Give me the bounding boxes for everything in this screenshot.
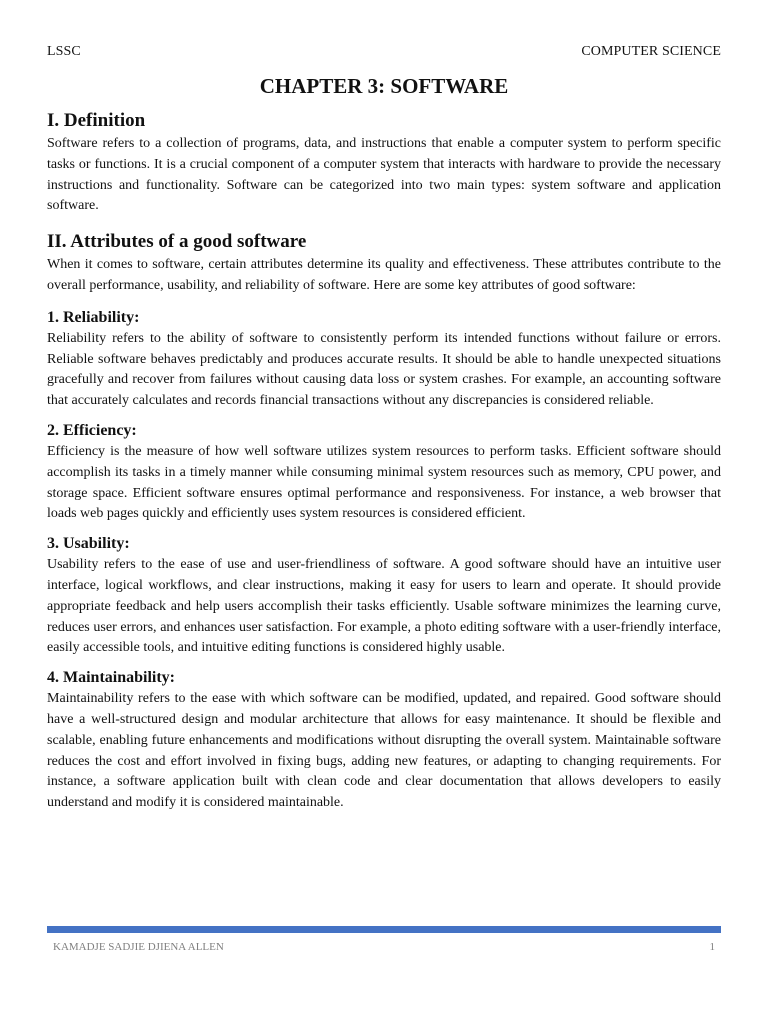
- page-footer: [53, 941, 715, 953]
- section-efficiency: [47, 420, 721, 525]
- chapter-title: CHAPTER 3: SOFTWARE: [259, 74, 509, 98]
- footer-divider: [47, 926, 721, 933]
- paragraph-usability: Usability refers to the ease of use and user-friendliness of software. A good software should have an intuitive user interface, logical workflows, and clear instructions, making it easy for users to learn and operate. It should provide appropriate feedback and help users accomplish their tasks efficiently. Usable software minimizes the learning curve, reduces user errors, and enhances user satisfaction. For example, a photo editing software with a user-friendly interface, easily accessible tools, and intuitive editing functions is considered highly usable.: [47, 557, 721, 656]
- section-heading-attributes: II. Attributes of a good software: [47, 231, 307, 253]
- subsection-heading-maintainability: 4. Maintainability:: [47, 669, 176, 687]
- page-number: 1: [709, 941, 715, 953]
- section-reliability: [47, 307, 721, 412]
- subsection-heading-efficiency: 2. Efficiency:: [47, 421, 137, 439]
- paragraph-maintainability: Maintainability refers to the ease with which software can be modified, updated, and repaired. Good software should have a well-structured design and modular architecture that allows for easy maintenance. It should be flexible and scalable, enabling future enhancements and modifications without disrupting the overall system. Maintainable software reduces the cost and effort involved in fixing bugs, adding new features, or adapting to changing requirements. For instance, a software application built with clean code and clear documentation that allows developers to easily understand and modify it is considered maintainable.: [47, 691, 721, 811]
- footer-author: KAMADJE SADJIE DJIENA ALLEN: [53, 941, 224, 953]
- section-usability: [47, 533, 721, 659]
- document-body: [47, 108, 721, 822]
- subsection-heading-reliability: 1. Reliability:: [47, 308, 140, 326]
- section-maintainability: [47, 667, 721, 814]
- running-header: [47, 44, 721, 60]
- header-subject: COMPUTER SCIENCE: [581, 44, 721, 59]
- paragraph-reliability: Reliability refers to the ability of software to consistently perform its intended functions without failure or errors. Reliable software behaves predictably and produces accurate results. It should be able to handle unexpected situations gracefully and recover from failures without causing data loss or system crashes. For example, an accounting software that accurately calculates and records financial transactions without any discrepancies is considered reliable.: [47, 330, 721, 409]
- paragraph-definition: Software refers to a collection of programs, data, and instructions that enable a computer system to perform specific tasks or functions. It is a crucial component of a computer system that interacts with hardware to provide the necessary instructions and functionality. Software can be categorized into two main types: system software and application software.: [47, 136, 721, 214]
- subsection-heading-usability: 3. Usability:: [47, 535, 130, 553]
- section-heading-definition: I. Definition: [47, 110, 146, 131]
- paragraph-attributes: When it comes to software, certain attributes determine its quality and effectiveness. These attributes contribute to the overall performance, usability, and reliability of software. Here are some key attributes of good software:: [47, 257, 721, 293]
- header-school: LSSC: [47, 44, 81, 59]
- section-definition: [47, 108, 721, 217]
- paragraph-efficiency: Efficiency is the measure of how well software utilizes system resources to perform tasks. Efficient software should accomplish its tasks in a timely manner while consuming minimal system resources such as memory, CPU power, and storage space. Efficient software ensures optimal performance and responsiveness. For instance, a web browser that loads web pages quickly and efficiently uses system resources is considered efficient.: [47, 443, 721, 522]
- section-attributes: [47, 229, 721, 297]
